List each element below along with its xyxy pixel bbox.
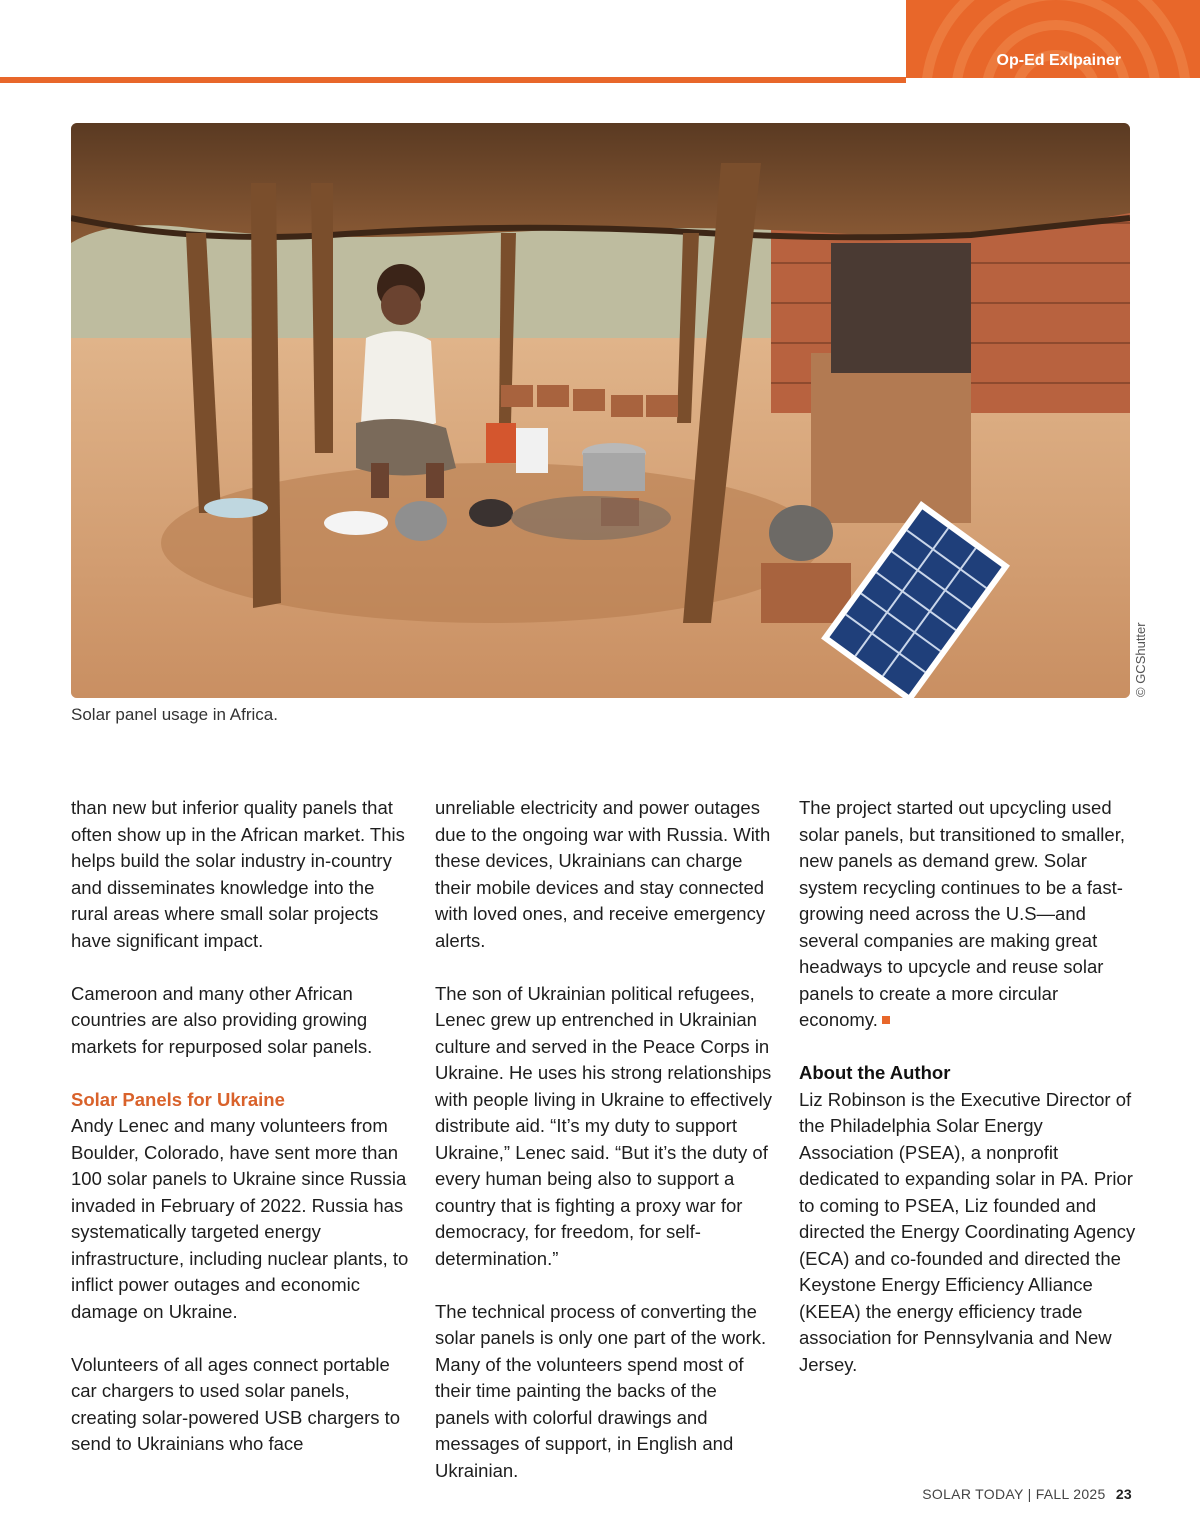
photo-caption: Solar panel usage in Africa. <box>71 705 278 724</box>
publication-name: SOLAR TODAY <box>922 1486 1024 1502</box>
subheading: Solar Panels for Ukraine <box>71 1088 285 1110</box>
paragraph: unreliable electricity and power outages due to the ongoing war with Russia. With these devices, Ukrainians can charge their mobile devices and stay connected with loved ones, and receive emergency alerts. <box>435 797 771 951</box>
section-block <box>71 1087 411 1326</box>
section-label: Op-Ed Exlpainer <box>996 52 1121 69</box>
footer-separator: | <box>1027 1486 1032 1502</box>
paragraph: Cameroon and many other African countries are also providing growing markets for repurposed solar panels. <box>71 982 373 1057</box>
paragraph: The technical process of converting the solar panels is only one part of the work. Many of the volunteers spend most of their time painting the backs of the panels with colorful drawings and messages of support, in English and Ukrainian. <box>435 1300 767 1481</box>
hero-photo <box>71 123 1130 698</box>
issue-label: FALL 2025 <box>1035 1486 1106 1502</box>
section-tab <box>906 0 1200 78</box>
end-mark-icon <box>882 1016 890 1024</box>
article-column-1 <box>71 795 411 1484</box>
author-block <box>799 1060 1139 1378</box>
author-bio: Liz Robinson is the Executive Director of the Philadelphia Solar Energy Association (PSEA), a nonprofit dedicated to expanding solar in PA. Prior to coming to PSEA, Liz founded and directed the Energy Coordinating Agency (ECA) and co-founded and directed the Keystone Energy Efficiency Alliance (KEEA) the energy efficiency trade association for Pennsylvania and New Jersey. <box>799 1088 1136 1375</box>
page-number: 23 <box>1115 1486 1132 1502</box>
article-column-3 <box>799 795 1139 1405</box>
paragraph: The son of Ukrainian political refugees, Lenec grew up entrenched in Ukrainian culture and served in the Peace Corps in Ukraine. He uses his strong relationships with people living in Ukraine to effectively distribute aid. “It’s my duty to support Ukraine,” Lenec said. “But it’s the duty of every human being also to support a country that is fighting a proxy war for democracy, for freedom, for self-determination.” <box>435 982 772 1269</box>
paragraph: Volunteers of all ages connect portable car chargers to used solar panels, creating solar-powered USB chargers to send to Ukrainians who face <box>71 1353 401 1454</box>
paragraph-final <box>799 795 1139 1034</box>
photo-credit: © GCShutter <box>1133 622 1148 697</box>
paragraph: than new but inferior quality panels that often show up in the African market. This helps build the solar industry in-country and disseminates knowledge into the rural areas where small solar projects have significant impact. <box>71 797 405 951</box>
header-rule <box>0 77 906 83</box>
paragraph-text: The project started out upcycling used solar panels, but transitioned to smaller, new panels as demand grew. Solar system recycling continues to be a fast-growing need across the U.S—and several companies are making great headways to upcycle and reuse solar panels to create a more circular economy. <box>799 797 1125 1030</box>
page-footer <box>922 1486 1132 1502</box>
article-column-2 <box>435 795 775 1511</box>
paragraph: Andy Lenec and many volunteers from Boulder, Colorado, have sent more than 100 solar panels to Ukraine since Russia invaded in February of 2022. Russia has systematically targeted energy infrastructure, including nuclear plants, to inflict power outages and economic damage on Ukraine. <box>71 1115 409 1322</box>
author-heading: About the Author <box>799 1062 951 1083</box>
